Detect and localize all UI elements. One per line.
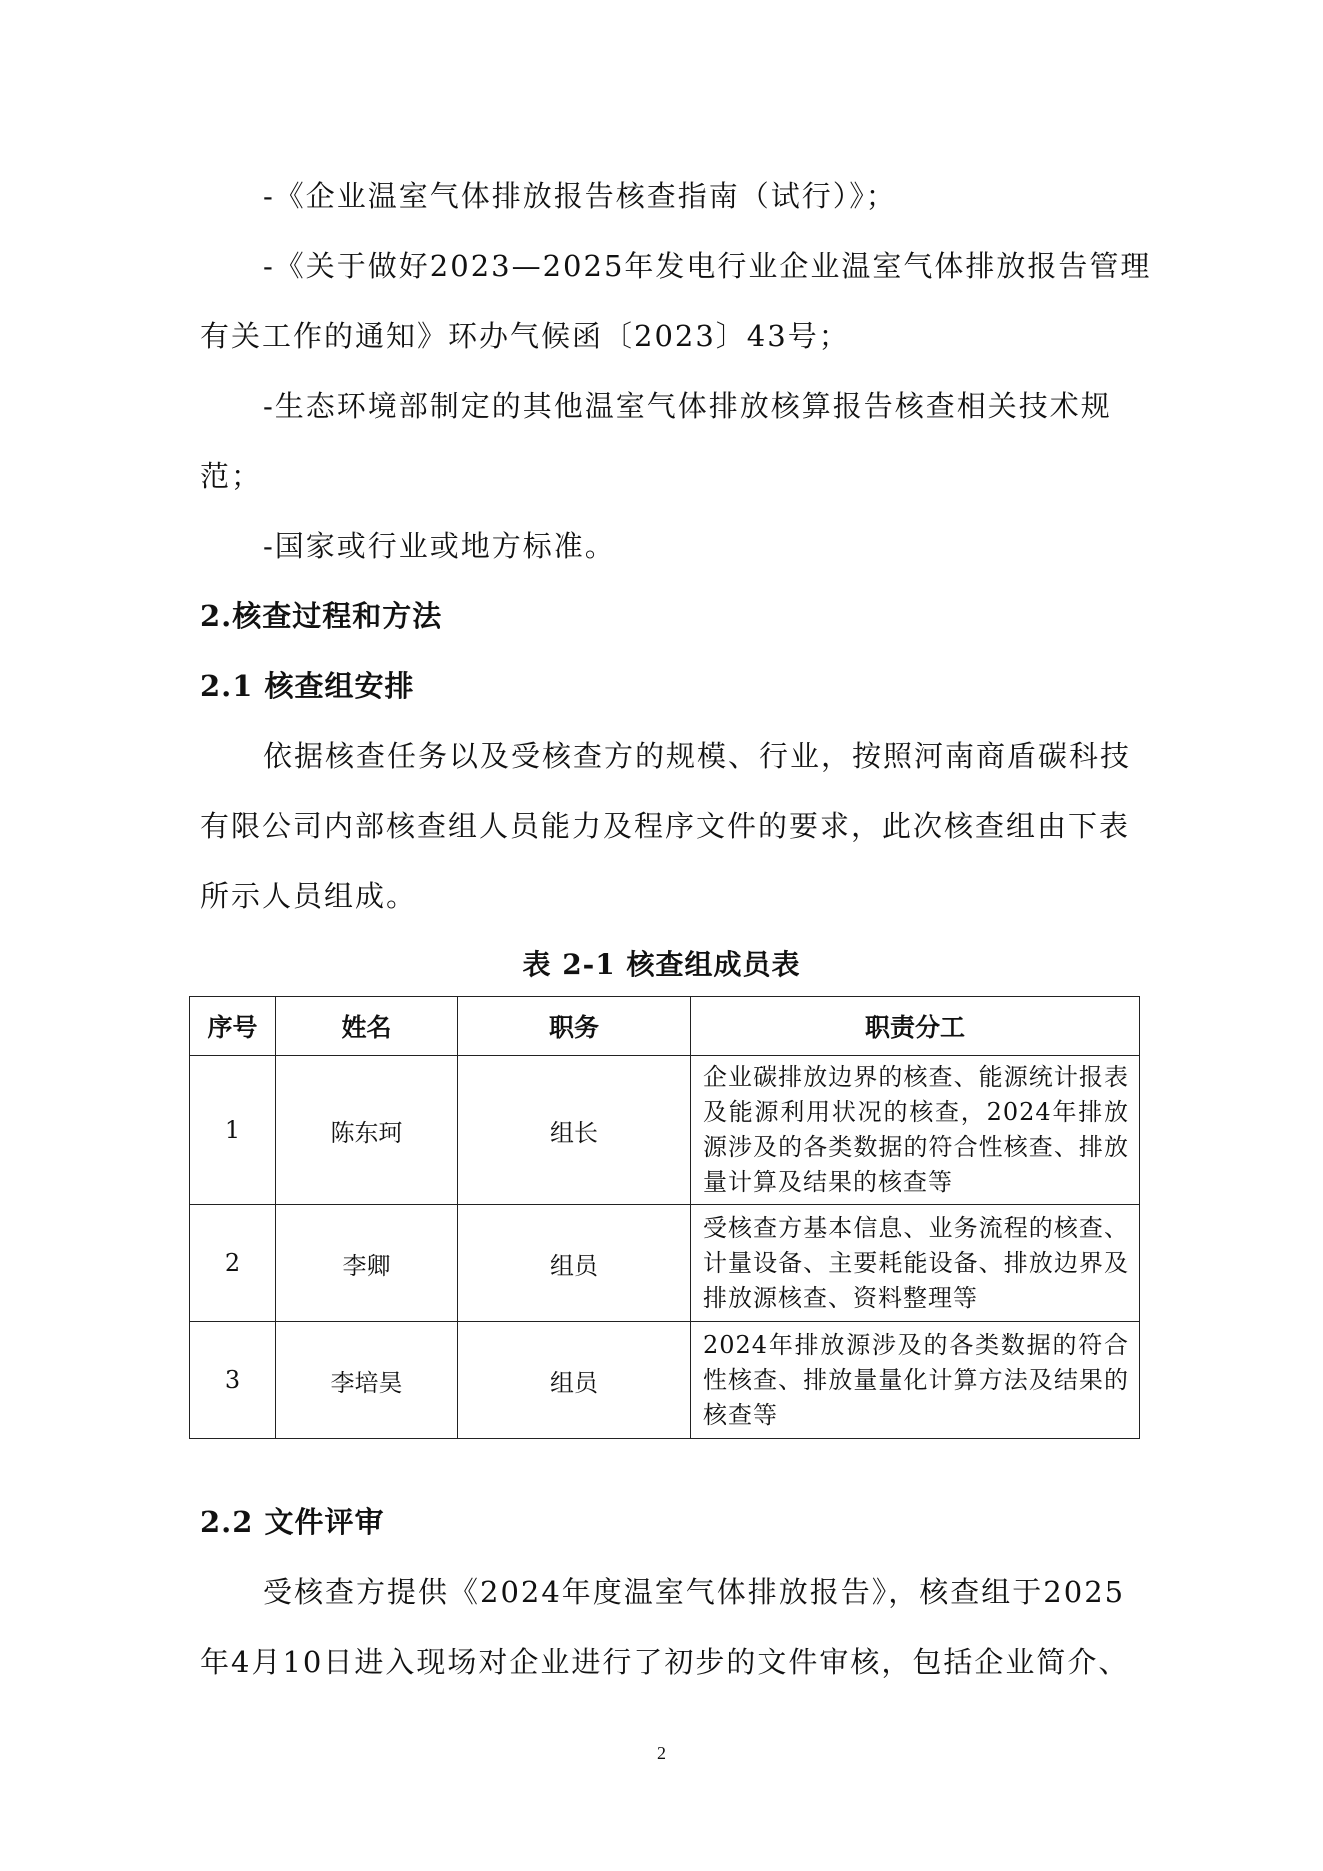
- section-heading-2: 2.核查过程和方法: [200, 599, 443, 633]
- reference-line-4: -国家或行业或地方标准。: [263, 529, 616, 563]
- cell-role: 组员: [458, 1322, 691, 1439]
- members-table: [189, 996, 1140, 1439]
- header-role: 职务: [458, 997, 691, 1056]
- cell-duty: 2024年排放源涉及的各类数据的符合性核查、排放量量化计算方法及结果的核查等: [691, 1322, 1140, 1439]
- cell-no: 1: [190, 1056, 276, 1205]
- section-heading-2-1: 2.1 核查组安排: [200, 669, 415, 703]
- page-number: 2: [657, 1743, 666, 1763]
- cell-name: 李培昊: [276, 1322, 458, 1439]
- cell-name: 陈东珂: [276, 1056, 458, 1205]
- paragraph-2-2-line-2: 年4月10日进入现场对企业进行了初步的文件审核，包括企业简介、: [200, 1645, 1130, 1679]
- reference-line-1: -《企业温室气体排放报告核查指南（试行）》；: [263, 179, 897, 213]
- cell-duty: 企业碳排放边界的核查、能源统计报表及能源利用状况的核查，2024年排放源涉及的各类数据的符合性核查、排放量计算及结果的核查等: [691, 1056, 1140, 1205]
- paragraph-2-2-line-1: 受核查方提供《2024年度温室气体排放报告》，核查组于2025: [263, 1575, 1126, 1609]
- paragraph-2-1-line-2: 有限公司内部核查组人员能力及程序文件的要求，此次核查组由下表: [200, 809, 1131, 843]
- cell-duty: 受核查方基本信息、业务流程的核查、计量设备、主要耗能设备、排放边界及排放源核查、资料整理等: [691, 1205, 1140, 1322]
- table-row: [190, 1056, 1140, 1205]
- paragraph-2-1-line-3: 所示人员组成。: [200, 879, 418, 913]
- table-header-row: [190, 997, 1140, 1056]
- section-heading-2-2: 2.2 文件评审: [200, 1505, 385, 1539]
- paragraph-2-1-line-1: 依据核查任务以及受核查方的规模、行业，按照河南商盾碳科技: [263, 739, 1132, 773]
- header-duty: 职责分工: [691, 997, 1140, 1056]
- reference-line-2-cont: 有关工作的通知》环办气候函〔2023〕43号；: [200, 319, 850, 353]
- reference-line-2: -《关于做好2023—2025年发电行业企业温室气体排放报告管理: [263, 249, 1152, 283]
- table-caption: 表 2-1 核查组成员表: [522, 948, 801, 981]
- cell-role: 组员: [458, 1205, 691, 1322]
- cell-no: 2: [190, 1205, 276, 1322]
- cell-no: 3: [190, 1322, 276, 1439]
- reference-line-3-cont: 范；: [200, 459, 263, 493]
- header-name: 姓名: [276, 997, 458, 1056]
- cell-name: 李卿: [276, 1205, 458, 1322]
- table-row: [190, 1205, 1140, 1322]
- reference-line-3: -生态环境部制定的其他温室气体排放核算报告核查相关技术规: [263, 389, 1112, 423]
- table-row: [190, 1322, 1140, 1439]
- cell-role: 组长: [458, 1056, 691, 1205]
- header-no: 序号: [190, 997, 276, 1056]
